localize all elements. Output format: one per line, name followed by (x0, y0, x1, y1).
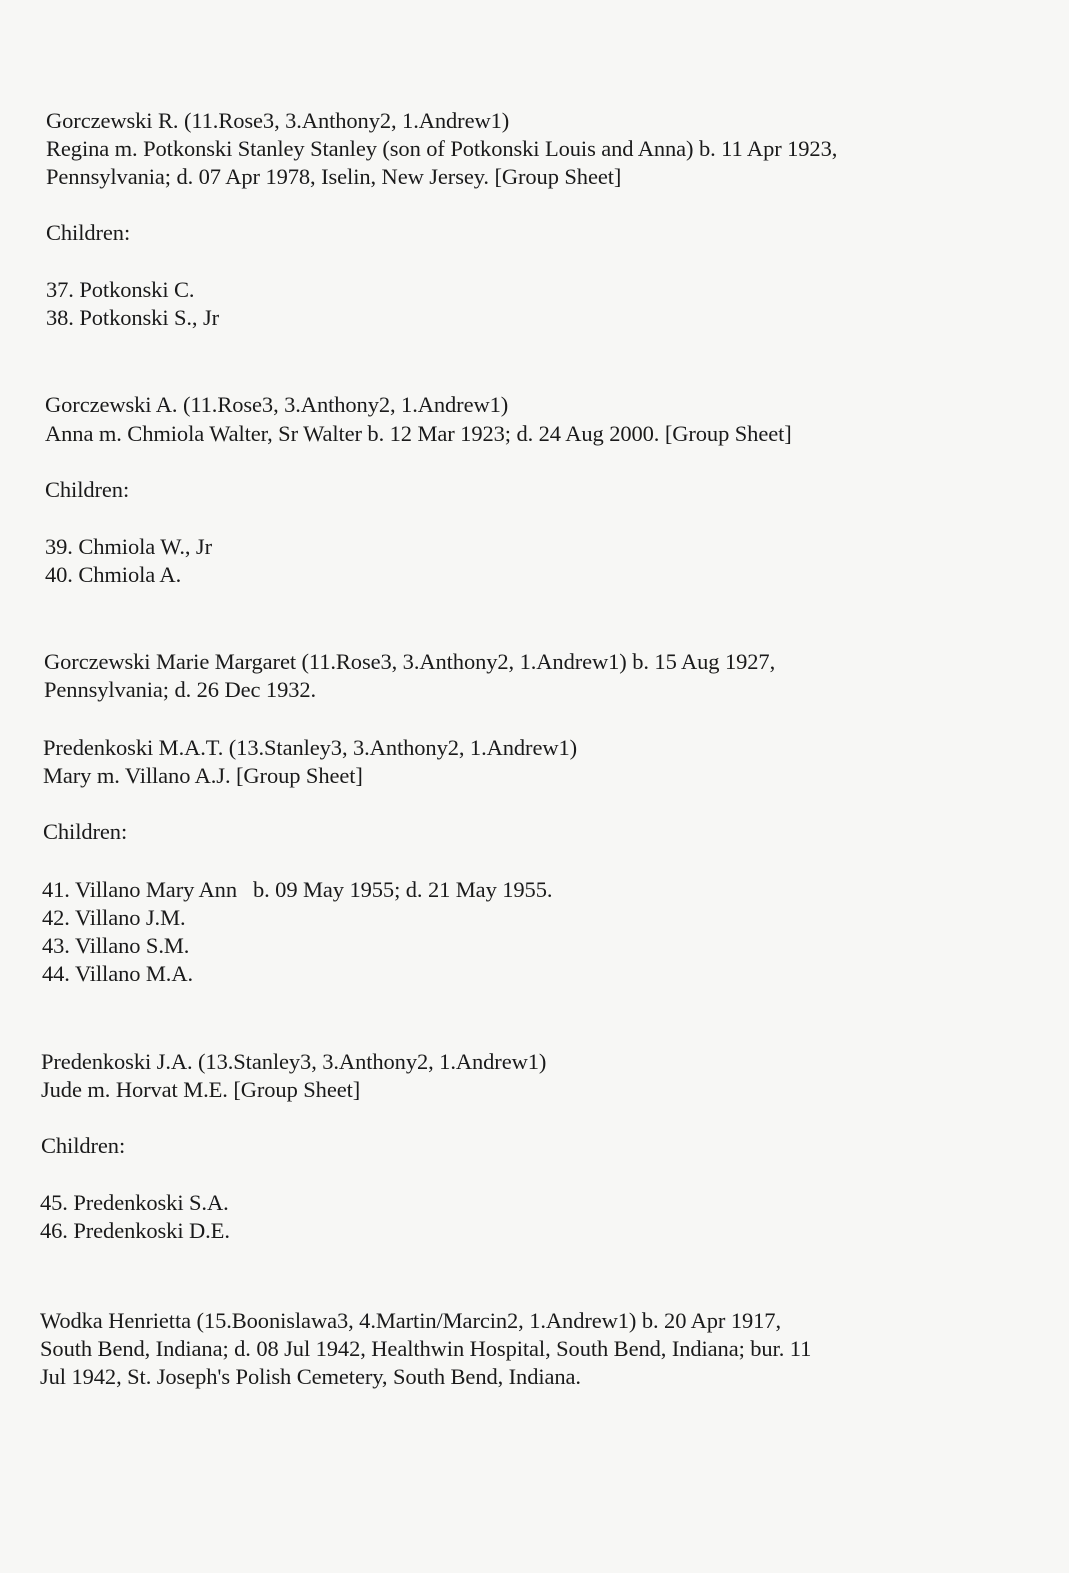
child-name: 41. Villano Mary Ann (42, 877, 237, 902)
entry-heading: Predenkoski J.A. (13.Stanley3, 3.Anthony2, 1.Andrew1) (41, 1049, 547, 1074)
entry-heading: Predenkoski M.A.T. (13.Stanley3, 3.Anthony2, 1.Andrew1) (43, 735, 578, 760)
entry-detail-line: Jul 1942, St. Joseph's Polish Cemetery, South Bend, Indiana. (40, 1364, 581, 1389)
entry-heading: Gorczewski R. (11.Rose3, 3.Anthony2, 1.Andrew1) (46, 108, 510, 133)
child-item: 44. Villano M.A. (42, 961, 194, 986)
children-label: Children: (46, 220, 131, 245)
entry-detail-line: South Bend, Indiana; d. 08 Jul 1942, Healthwin Hospital, South Bend, Indiana; bur. 11 (40, 1336, 812, 1361)
entry-detail-line: Regina m. Potkonski Stanley Stanley (son of Potkonski Louis and Anna) b. 11 Apr 1923, (46, 136, 838, 161)
entry-detail-line: Jude m. Horvat M.E. [Group Sheet] (41, 1077, 361, 1102)
child-item: 43. Villano S.M. (42, 933, 190, 958)
entry-heading: Gorczewski A. (11.Rose3, 3.Anthony2, 1.Andrew1) (45, 392, 509, 417)
children-label: Children: (43, 819, 128, 844)
entry-heading: Gorczewski Marie Margaret (11.Rose3, 3.Anthony2, 1.Andrew1) b. 15 Aug 1927, (44, 649, 776, 674)
entry-heading: Wodka Henrietta (15.Boonislawa3, 4.Martin/Marcin2, 1.Andrew1) b. 20 Apr 1917, (40, 1308, 781, 1333)
child-item (42, 876, 552, 904)
child-item: 40. Chmiola A. (45, 562, 182, 587)
child-item: 46. Predenkoski D.E. (40, 1218, 230, 1243)
entry-detail-line: Pennsylvania; d. 26 Dec 1932. (44, 677, 317, 702)
child-item: 39. Chmiola W., Jr (45, 534, 212, 559)
entry-detail-line: Mary m. Villano A.J. [Group Sheet] (43, 763, 363, 788)
child-item: 42. Villano J.M. (42, 905, 186, 930)
child-item: 37. Potkonski C. (46, 277, 195, 302)
entry-detail-line: Pennsylvania; d. 07 Apr 1978, Iselin, New Jersey. [Group Sheet] (46, 164, 622, 189)
children-label: Children: (45, 477, 130, 502)
children-label: Children: (41, 1133, 126, 1158)
child-item: 38. Potkonski S., Jr (46, 305, 220, 330)
child-item: 45. Predenkoski S.A. (40, 1190, 229, 1215)
entry-detail-line: Anna m. Chmiola Walter, Sr Walter b. 12 Mar 1923; d. 24 Aug 2000. [Group Sheet] (45, 421, 792, 446)
child-note: b. 09 May 1955; d. 21 May 1955. (252, 877, 553, 902)
